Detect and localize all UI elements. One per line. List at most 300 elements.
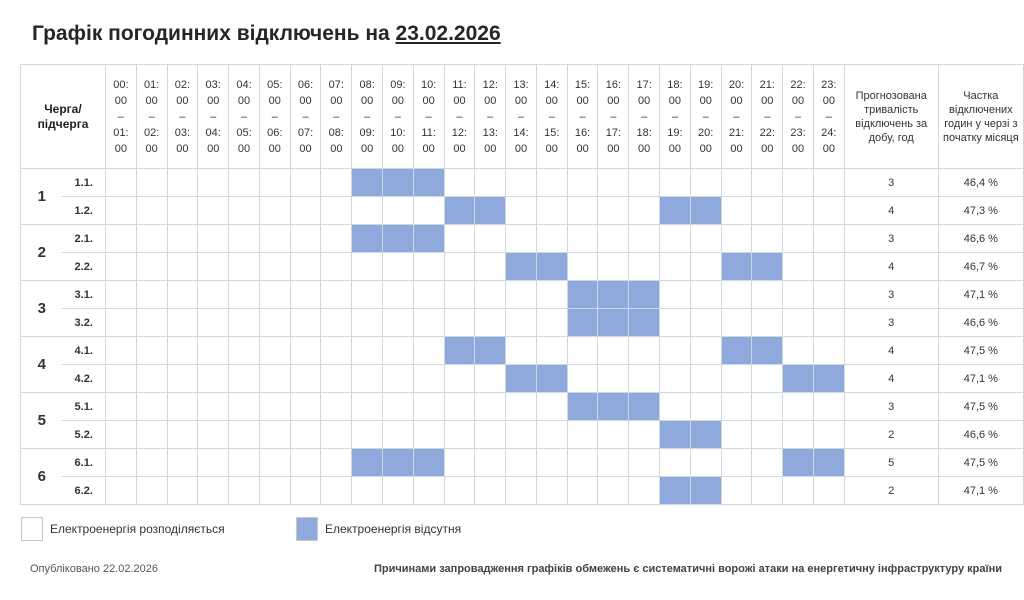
power-slot [105,449,136,477]
power-slot [629,365,660,393]
queue-header-line1: Черга/ [44,101,82,116]
table-row [21,365,1024,393]
hour-header-line: 02: [174,78,191,91]
hour-header-line: 00 [545,94,558,107]
power-slot [136,337,167,365]
power-slot [721,225,752,253]
outage-slot [352,225,383,253]
queue-number: 2 [21,225,63,281]
power-slot [259,477,290,505]
subqueue-label: 2.1. [62,225,105,253]
outage-slot [813,365,844,393]
power-slot [198,225,229,253]
power-slot [136,449,167,477]
hour-header-line: 00 [391,142,405,155]
queue-number: 1 [21,169,63,225]
power-slot [105,477,136,505]
power-slot [383,253,414,281]
power-slot [259,421,290,449]
power-slot [229,449,260,477]
outage-slot [598,281,629,309]
power-slot [444,365,475,393]
duration-value: 3 [844,309,938,337]
share-value: 46,6 % [938,225,1023,253]
power-slot [321,393,352,421]
power-slot [105,421,136,449]
hour-header-line: 00 [638,94,651,107]
power-slot [629,225,660,253]
power-slot [444,421,475,449]
hour-header-line: – [702,110,709,123]
power-slot [383,337,414,365]
outage-slot [536,253,567,281]
duration-value: 4 [844,337,938,365]
power-slot [105,393,136,421]
power-slot [475,477,506,505]
hour-header-line: 04: [236,78,252,91]
power-slot [660,337,691,365]
power-slot [752,197,783,225]
power-slot [783,253,814,281]
power-slot [167,421,198,449]
power-slot [598,225,629,253]
hour-header-line: 00 [176,142,189,155]
hour-header [167,65,198,169]
outage-slot [752,337,783,365]
power-slot [413,253,444,281]
outage-slot [475,197,506,225]
table-row [21,449,1024,477]
hour-header-line: 03: [205,78,221,91]
power-slot [783,337,814,365]
power-slot [629,421,660,449]
queue-header [21,65,106,169]
power-slot [259,393,290,421]
power-slot [383,281,414,309]
power-slot [690,225,721,253]
power-slot [321,421,352,449]
outage-slot [352,449,383,477]
power-slot [105,197,136,225]
power-slot [413,197,444,225]
hour-header-line: 18: [636,126,652,139]
hour-header [229,65,260,169]
power-slot [506,197,537,225]
table-row [21,337,1024,365]
legend-on-swatch [21,517,43,541]
hour-header-line: 17: [605,126,621,139]
hour-header-line: – [487,110,494,123]
share-value: 47,1 % [938,281,1023,309]
power-slot [752,309,783,337]
hour-header-line: 15: [574,78,591,91]
hour-header-line: 00 [668,142,682,155]
hour-header-line: 14: [544,78,560,91]
hour-header-line: – [302,110,309,123]
power-slot [598,477,629,505]
hour-header-line: 00 [330,142,343,155]
hour-header-line: 19: [698,78,714,91]
duration-value: 2 [844,421,938,449]
hour-header-line: 00 [360,142,374,155]
power-slot [167,309,198,337]
power-slot [259,449,290,477]
hour-header-line: 00 [607,94,620,107]
power-slot [475,449,506,477]
power-slot [721,421,752,449]
hour-header-line: 23: [821,78,837,91]
hour-header-line: 00 [453,94,466,107]
power-slot [752,225,783,253]
power-slot [690,365,721,393]
hour-header-line: 00 [114,94,127,107]
power-slot [198,393,229,421]
power-slot [475,281,506,309]
power-slot [352,421,383,449]
power-slot [813,281,844,309]
power-slot [383,421,414,449]
outage-slot [629,309,660,337]
hour-header-line: 00 [822,142,835,155]
power-slot [136,169,167,197]
hour-header-line: – [271,110,278,123]
power-slot [290,225,321,253]
hour-header-line: 00 [791,94,805,107]
duration-value: 4 [844,365,938,393]
power-slot [167,477,198,505]
hour-header-line: 13: [513,78,529,91]
hour-header-line: – [364,110,371,123]
table-row [21,197,1024,225]
power-slot [290,253,321,281]
power-slot [813,309,844,337]
power-slot [506,281,537,309]
share-value: 46,7 % [938,253,1023,281]
hour-header-line: 07: [328,78,344,91]
power-slot [598,337,629,365]
power-slot [136,309,167,337]
power-slot [813,393,844,421]
power-slot [136,477,167,505]
hour-header-line: 10: [390,126,406,139]
power-slot [229,169,260,197]
power-slot [506,449,537,477]
hour-header-line: 00 [607,142,620,155]
share-value: 47,5 % [938,449,1023,477]
hour-header [383,65,414,169]
duration-value: 2 [844,477,938,505]
power-slot [259,197,290,225]
power-slot [290,477,321,505]
outage-slot [721,337,752,365]
hour-header-line: 06: [297,78,314,91]
power-slot [290,393,321,421]
power-slot [105,169,136,197]
power-slot [198,421,229,449]
power-slot [536,197,567,225]
hour-header-line: 00 [145,142,158,155]
queue-number: 3 [21,281,63,337]
power-slot [136,393,167,421]
power-slot [660,365,691,393]
outage-schedule-table [20,64,1024,505]
power-slot [413,477,444,505]
power-slot [752,281,783,309]
power-slot [721,365,752,393]
power-slot [167,253,198,281]
power-slot [783,421,814,449]
power-slot [105,309,136,337]
power-slot [660,281,691,309]
hour-header-line: 11: [452,78,467,91]
power-slot [690,281,721,309]
hour-header-line: 00 [668,94,682,107]
table-row [21,281,1024,309]
power-slot [536,449,567,477]
outage-slot [660,421,691,449]
share-value: 47,5 % [938,337,1023,365]
hour-header-line: – [179,110,186,123]
hour-header-line: – [456,110,463,123]
power-slot [229,225,260,253]
hour-header-line: – [579,110,586,123]
hour-header-line: 22: [790,78,806,91]
power-slot [167,365,198,393]
power-slot [383,477,414,505]
power-slot [290,281,321,309]
power-slot [783,309,814,337]
power-slot [813,197,844,225]
share-value: 47,1 % [938,365,1023,393]
hour-header-line: 21: [728,126,745,139]
hour-header [444,65,475,169]
power-slot [752,477,783,505]
outage-slot [444,337,475,365]
hour-header-line: 00 [360,94,374,107]
power-slot [321,309,352,337]
hour-header-line: – [333,110,340,123]
power-slot [752,169,783,197]
power-slot [259,253,290,281]
power-slot [567,225,598,253]
table-row [21,169,1024,197]
power-slot [506,309,537,337]
power-slot [813,225,844,253]
hour-header [629,65,660,169]
power-slot [198,253,229,281]
power-slot [629,169,660,197]
power-slot [444,449,475,477]
power-slot [352,393,383,421]
power-slot [105,253,136,281]
hour-header [783,65,814,169]
power-slot [167,337,198,365]
power-slot [721,477,752,505]
hour-header-line: 00 [514,142,528,155]
subqueue-label: 4.2. [62,365,105,393]
power-slot [229,393,260,421]
outage-slot [783,365,814,393]
outage-slot [475,337,506,365]
outage-slot [598,309,629,337]
power-slot [813,421,844,449]
duration-value: 3 [844,225,938,253]
power-slot [629,253,660,281]
power-slot [105,281,136,309]
power-slot [198,281,229,309]
hour-header-line: – [240,110,248,123]
power-slot [660,309,691,337]
power-slot [105,337,136,365]
power-slot [321,197,352,225]
power-slot [598,253,629,281]
power-slot [259,169,290,197]
power-slot [321,365,352,393]
duration-value: 4 [844,197,938,225]
power-slot [229,253,260,281]
hour-header [598,65,629,169]
power-slot [198,337,229,365]
hour-header-line: 00 [545,142,558,155]
table-row [21,477,1024,505]
power-slot [629,337,660,365]
power-slot [506,337,537,365]
power-slot [259,337,290,365]
outage-slot [813,449,844,477]
power-slot [690,169,721,197]
hour-header-line: 08: [359,78,375,91]
power-slot [321,225,352,253]
outage-slot [721,253,752,281]
legend-off-label: Електроенергія відсутня [325,522,462,536]
power-slot [321,253,352,281]
outage-slot [752,253,783,281]
outage-slot [629,393,660,421]
outage-slot [383,169,414,197]
power-slot [259,309,290,337]
power-slot [660,253,691,281]
duration-value: 5 [844,449,938,477]
power-slot [167,281,198,309]
hour-header [690,65,721,169]
power-slot [198,309,229,337]
power-slot [321,477,352,505]
hour-header-line: 12: [482,78,498,91]
power-slot [598,169,629,197]
hour-header-line: 21: [759,78,775,91]
hour-header-line: 06: [267,126,283,139]
power-slot [536,393,567,421]
power-slot [352,477,383,505]
table-row [21,309,1024,337]
hour-header-line: 00 [699,142,712,155]
power-slot [475,253,506,281]
power-slot [475,225,506,253]
hour-header-line: 09: [390,78,406,91]
power-slot [690,253,721,281]
power-slot [475,309,506,337]
power-slot [536,169,567,197]
hour-header-line: 13: [482,126,498,139]
power-slot [813,253,844,281]
hour-header-line: 00 [791,142,805,155]
hour-header-line: 01: [113,126,129,139]
hour-header-line: 00 [761,94,774,107]
hour-header [352,65,383,169]
table-row [21,225,1024,253]
hour-header [475,65,506,169]
power-slot [198,197,229,225]
hour-header-line: – [733,110,740,123]
power-slot [598,365,629,393]
hour-header [567,65,598,169]
hour-header-line: 00 [484,142,497,155]
hour-header-line: 02: [143,126,160,139]
outage-slot [506,253,537,281]
duration-value: 3 [844,281,938,309]
power-slot [660,393,691,421]
hour-header-line: 00 [576,142,589,155]
hour-header-line: 00 [730,142,743,155]
share-value: 46,6 % [938,421,1023,449]
hour-header-line: 00 [237,142,251,155]
hour-header-line: 16: [574,126,591,139]
power-slot [567,449,598,477]
hour-header-line: – [641,110,648,123]
power-slot [536,477,567,505]
power-slot [567,477,598,505]
outage-slot [690,477,721,505]
hour-header-line: – [794,110,802,123]
title-text: Графік погодинних відключень на [32,22,396,45]
power-slot [229,281,260,309]
subqueue-label: 3.2. [62,309,105,337]
power-slot [721,449,752,477]
hour-header [752,65,783,169]
share-value: 46,4 % [938,169,1023,197]
outage-slot [506,365,537,393]
power-slot [290,449,321,477]
power-slot [136,225,167,253]
power-slot [536,281,567,309]
subqueue-label: 6.1. [62,449,105,477]
table-row [21,393,1024,421]
power-slot [229,309,260,337]
power-slot [198,169,229,197]
hour-header-line: 07: [297,126,314,139]
power-slot [475,169,506,197]
reason-note: Причинами запровадження графіків обмежень є систематичні ворожі атаки на енергетичну інфраструктуру країни [373,563,1002,575]
outage-slot [352,169,383,197]
share-header: Частка відключених годин у черзі з початку місяця [938,65,1023,169]
hour-header-line: – [671,110,678,123]
power-slot [752,449,783,477]
hour-header-line: 20: [698,126,714,139]
hour-header-line: 04: [205,126,221,139]
power-slot [506,225,537,253]
hour-header-line: 12: [451,126,468,139]
power-slot [352,281,383,309]
power-slot [229,365,260,393]
hour-header [660,65,691,169]
hour-header-line: – [764,110,771,123]
share-value: 47,3 % [938,197,1023,225]
hour-header-line: 20: [728,78,745,91]
power-slot [167,169,198,197]
hour-header-line: 00 [207,94,220,107]
power-slot [629,197,660,225]
queue-header-line2: підчерга [37,116,89,131]
